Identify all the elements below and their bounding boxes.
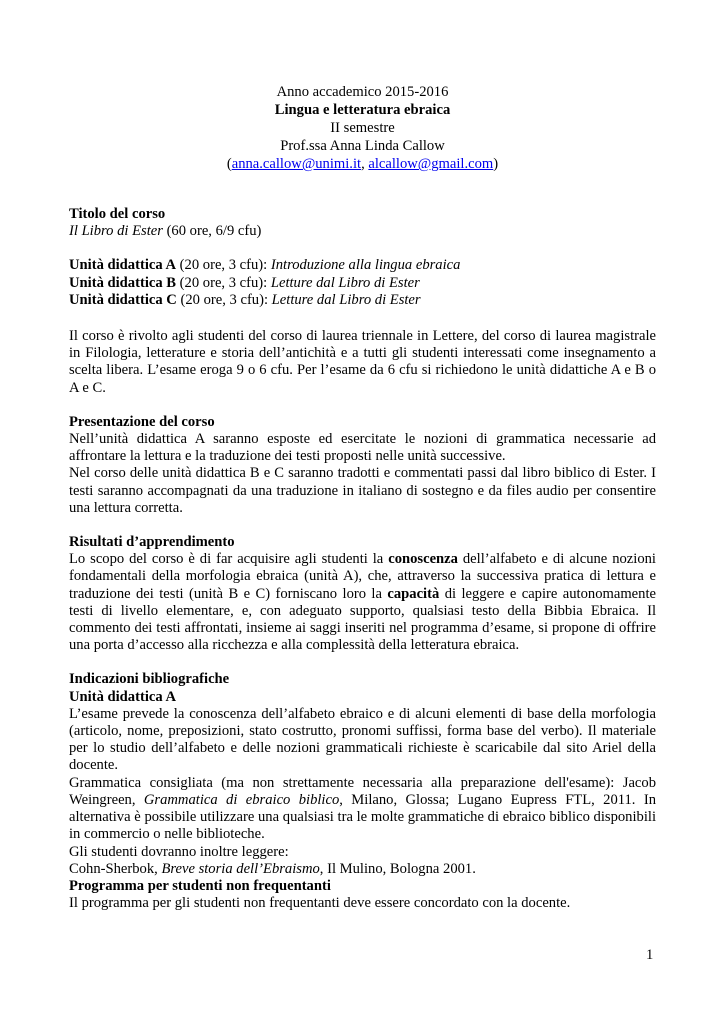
presentation-heading: Presentazione del corso (69, 413, 215, 430)
unit-b (69, 275, 656, 292)
unit-c (69, 292, 656, 309)
course-title-italic: Il Libro di Ester (69, 223, 163, 240)
results-heading: Risultati d’apprendimento (69, 534, 235, 551)
unit-meta: (20 ore, 3 cfu): (176, 257, 271, 274)
course-name: Lingua e letteratura ebraica (274, 102, 451, 118)
bibliography-heading: Indicazioni bibliografiche (69, 671, 230, 688)
document-page (69, 83, 656, 912)
bibliography-section (69, 671, 656, 912)
bib-p2-text-a: Grammatica consigliata (ma non strettamente necessaria alla preparazione dell'esame): Jacob Weingreen, (69, 774, 656, 808)
title-section (69, 206, 656, 240)
page-number: 1 (646, 947, 654, 963)
contact-emails (69, 155, 656, 173)
unit-label: Unità didattica A (69, 257, 177, 274)
course-header (69, 83, 656, 173)
bibliography-paragraph-2 (69, 775, 656, 844)
unit-topic: Letture dal Libro di Ester (270, 274, 420, 291)
unit-meta: (20 ore, 3 cfu): (176, 274, 271, 291)
email-link-gmail[interactable]: alcallow@gmail.com (368, 156, 494, 172)
bibliography-paragraph-1: L’esame prevede la conoscenza dell’alfabeto ebraico e di alcuni elementi di base della morfologia (articolo, nome, preposizioni, stato costrutto, pronomi suffissi, forma base del verbo). Il materiale per lo studio dell’alfabeto e delle nozioni grammaticali richieste è scaricabile dal sito Ariel della docente. (69, 705, 656, 774)
email-separator: , (361, 156, 369, 172)
unit-label: Unità didattica C (69, 291, 177, 308)
presentation-section (69, 414, 656, 517)
unit-a (69, 257, 656, 274)
results-text-3: di leggere e capire autonomamente testi di livello elementare, e, con adeguato supporto, qualsiasi testo della Bibbia Ebraica. Il commento dei testi affrontati, insieme ai saggi inseriti nel programma d’esame, si propone di offrire una porta d’accesso alla ricchezza e alla complessità della letteratura ebraica. (69, 585, 656, 654)
course-title (69, 223, 656, 240)
paren-open: ( (226, 156, 232, 172)
results-section (69, 534, 656, 654)
results-text-2: dell’alfabeto e di alcune nozioni fondamentali della morfologia ebraica (unità A), che, attraverso la successiva pratica di lettura e traduzione dei testi (unità B e C) forniscano loro la (69, 551, 656, 602)
academic-year: Anno accademico 2015-2016 (276, 84, 449, 100)
nonattending-heading: Programma per studenti non frequentanti (69, 877, 331, 894)
results-text-1: Lo scopo del corso è di far acquisire agli studenti la (69, 551, 389, 568)
bib-p4-italic: Breve storia dell’Ebraismo (161, 860, 320, 877)
nonattending-text: Il programma per gli studenti non frequentanti deve essere concordato con la docente. (69, 895, 571, 912)
results-paragraph (69, 551, 656, 654)
intro-paragraph: Il corso è rivolto agli studenti del corso di laurea triennale in Lettere, del corso di laurea magistrale in Filologia, letterature e storia dell’antichità e a tutti gli studenti interessati come insegnamento a scelta libera. L’esame eroga 9 o 6 cfu. Per l’esame da 6 cfu si richiedono le unità didattiche A e B o A e C. (69, 328, 656, 396)
email-link-unimi[interactable]: anna.callow@unimi.it (231, 156, 362, 172)
semester: II semestre (330, 120, 395, 136)
presentation-paragraph-2: Nel corso delle unità didattica B e C saranno tradotti e commentati passi dal libro biblico di Ester. I testi saranno accompagnati da una traduzione in italiano di sostegno e da files audio per consentire una lettura corretta. (69, 465, 656, 516)
bib-p2-text-b: , Milano, Glossa; Lugano Eupress FTL, 2011. In alternativa è possibile utilizzare una qualsiasi tra le molte grammatiche di ebraico biblico disponibili in commercio o nelle biblioteche. (69, 791, 656, 843)
units-list (69, 257, 656, 309)
professor-name: Prof.ssa Anna Linda Callow (280, 138, 445, 154)
unit-label: Unità didattica B (69, 274, 177, 291)
bibliography-unit-heading: Unità didattica A (69, 688, 177, 705)
unit-meta: (20 ore, 3 cfu): (176, 291, 272, 308)
bibliography-paragraph-3: Gli studenti dovranno inoltre leggere: (69, 843, 289, 860)
presentation-paragraph-1: Nell’unità didattica A saranno esposte ed esercitate le nozioni di grammatica necessarie ad affrontare la lettura e la traduzione dei testi proposti nelle unità successive. (69, 431, 656, 465)
results-bold-1: conoscenza (388, 551, 458, 568)
paren-close: ) (493, 156, 499, 172)
bib-p4-text-b: , Il Mulino, Bologna 2001. (319, 860, 476, 877)
title-heading: Titolo del corso (69, 206, 166, 222)
results-bold-2: capacità (387, 585, 440, 602)
bibliography-paragraph-4 (69, 861, 656, 878)
unit-topic: Letture dal Libro di Ester (271, 291, 421, 308)
bib-p4-text-a: Cohn-Sherbok, (69, 860, 162, 877)
bib-p2-italic: Grammatica di ebraico biblico (143, 791, 340, 808)
course-title-rest: (60 ore, 6/9 cfu) (162, 223, 262, 240)
unit-topic: Introduzione alla lingua ebraica (270, 257, 461, 274)
